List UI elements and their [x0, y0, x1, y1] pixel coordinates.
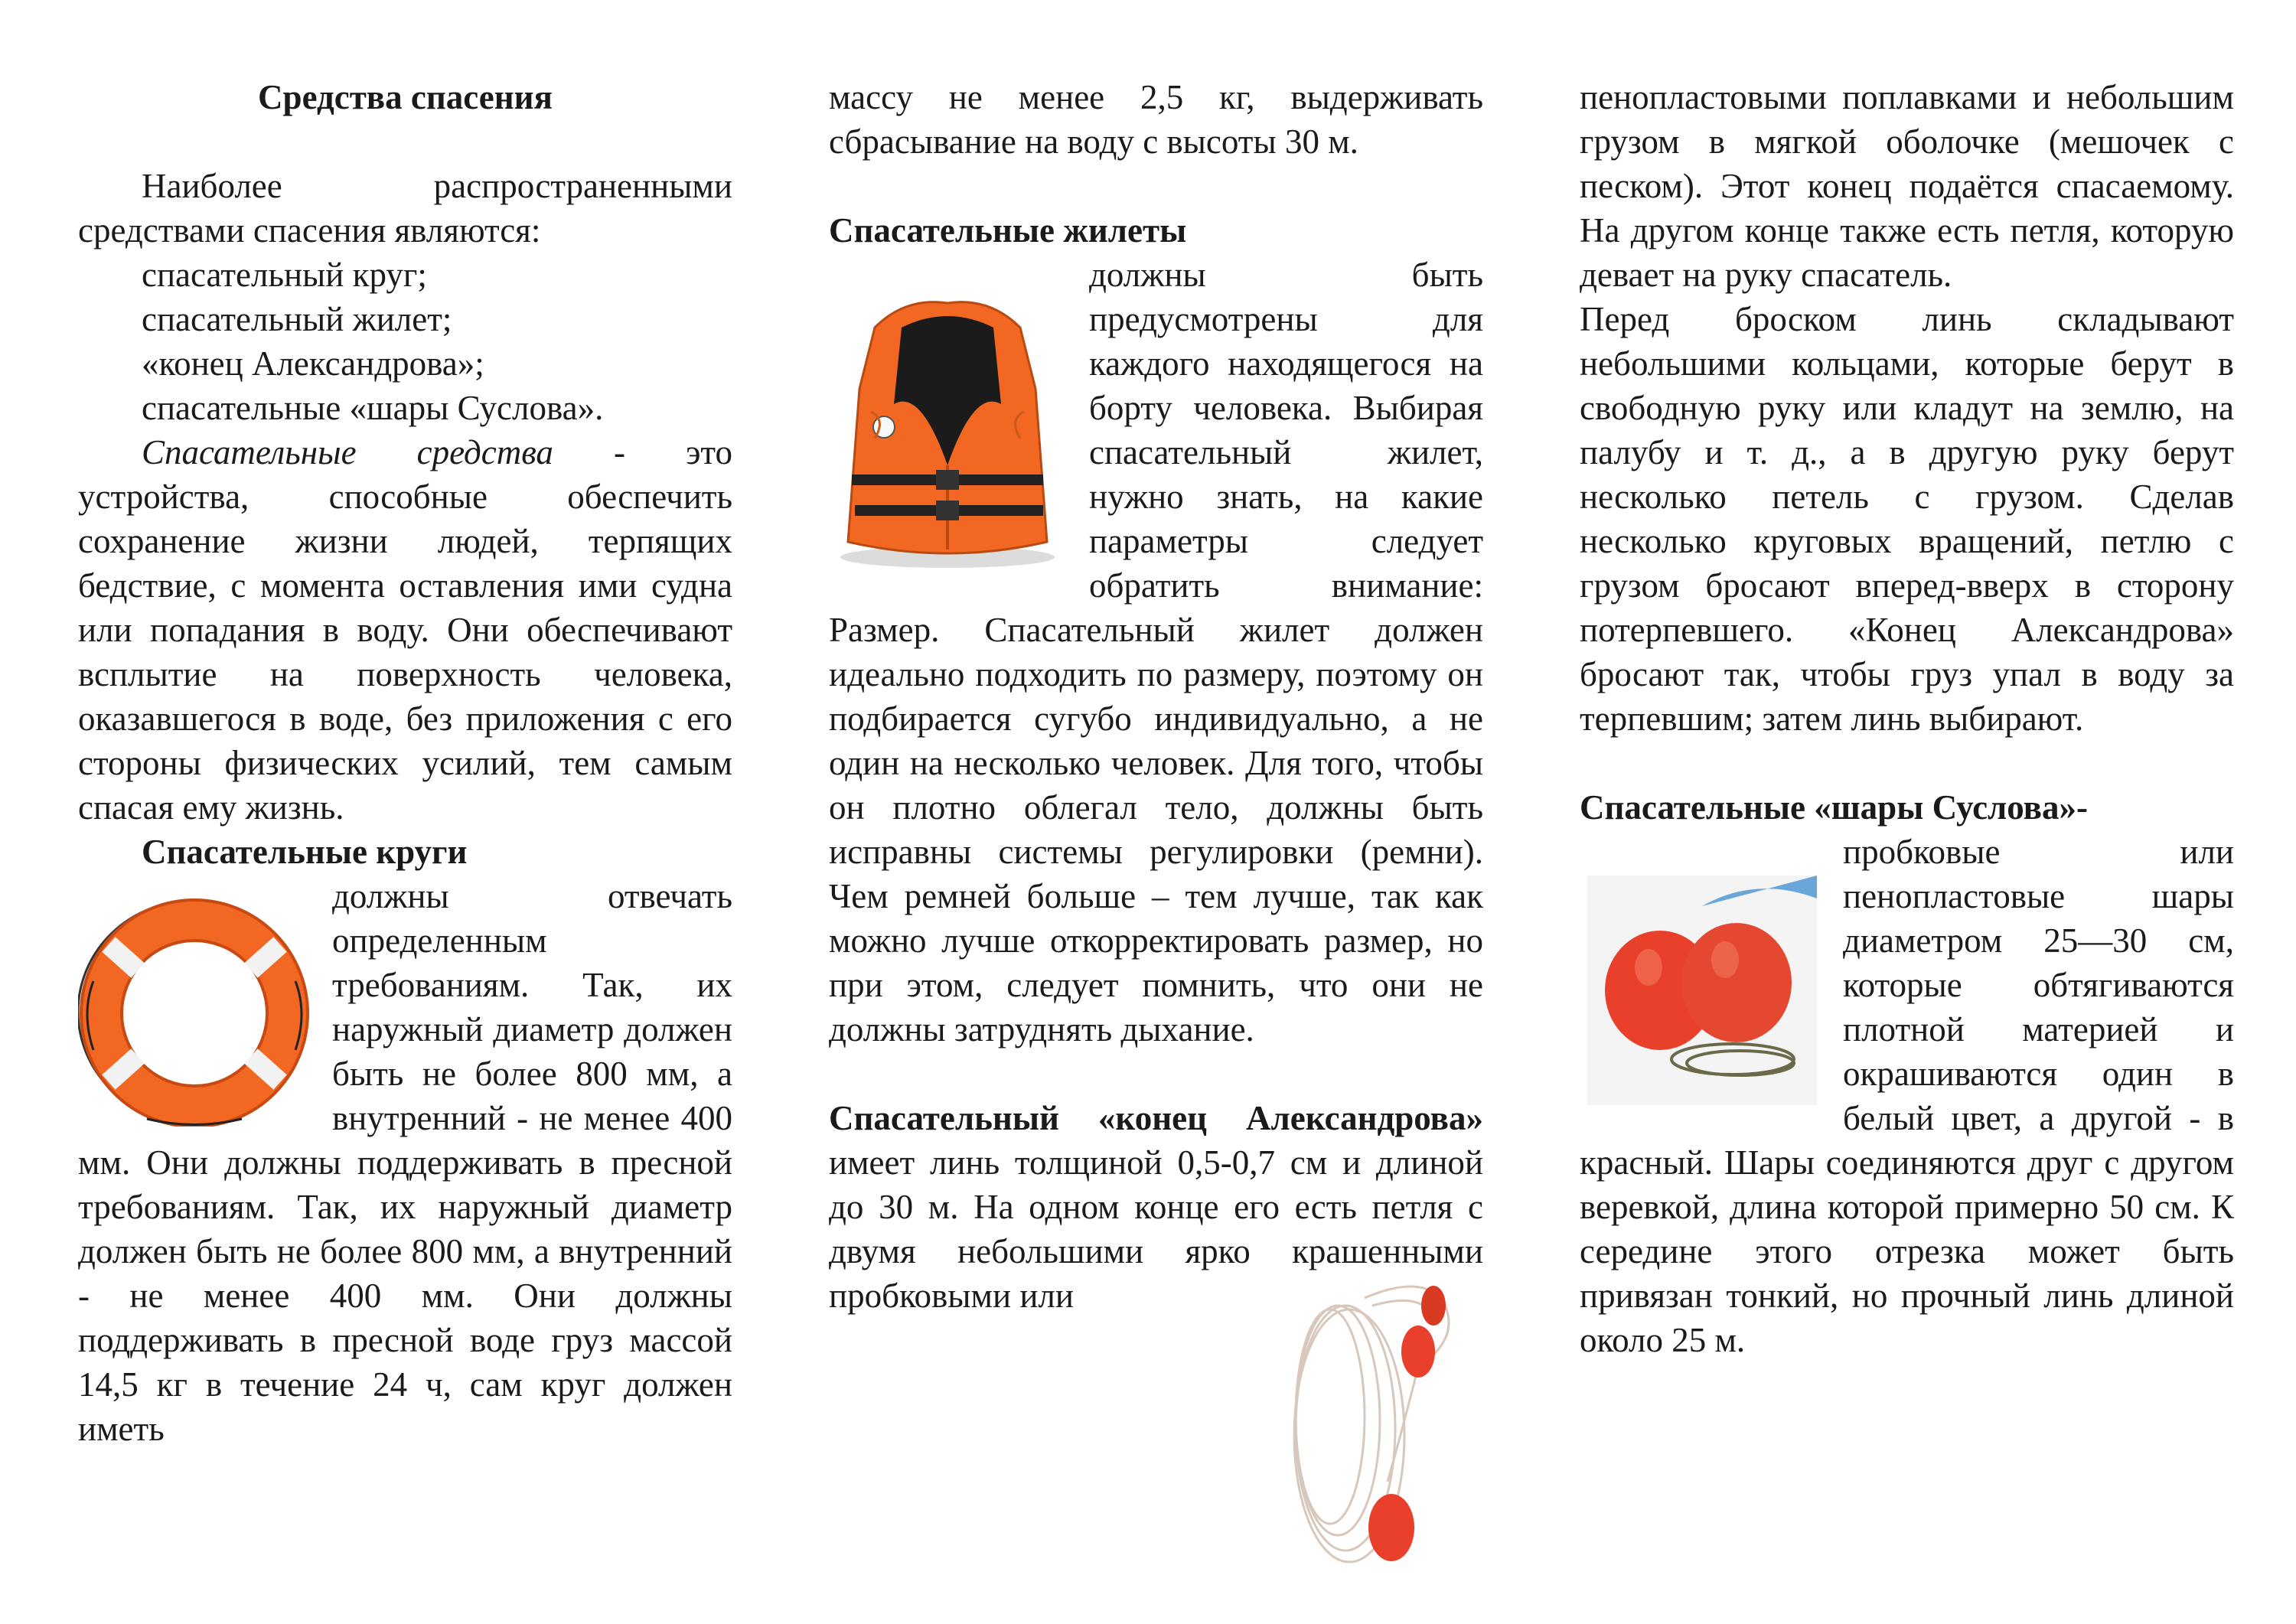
column-left — [78, 75, 732, 1451]
column-right — [1580, 75, 2234, 1362]
definition-paragraph — [78, 430, 732, 830]
definition-text: - это устройства, способные обеспечить сохранение жизни людей, терпящих бедствие, с момента оставления ими судна или попадания в воду. Они обеспечивают всплытие на поверхность человека, оказавшегося в воде, без приложения с его стороны физических усилий, тем самым спасая ему жизнь. — [78, 433, 732, 827]
list-item: спасательный круг; — [142, 256, 427, 294]
suslov-balls-image — [1587, 876, 1817, 1105]
life-vest-image — [829, 297, 1066, 572]
life-ring-image — [78, 897, 315, 1127]
balls-heading: Спасательные «шары Суслова»- — [1580, 788, 2088, 827]
page-title: Средства спасения — [258, 78, 553, 116]
rings-text: должны отвечать определенным требованиям. Так, их наружный диаметр должен быть не более 800 мм, а внутренний - не менее 400 мм. Они должны поддерживать в пресной требованиям. Так, их наружный диаметр должен быть не более 800 мм, а внутренний - не менее 400 мм. Они должны поддерживать в пресной воде груз массой 14,5 кг в течение 24 ч, сам круг должен иметь — [78, 877, 732, 1448]
konec-text: имеет линь толщиной 0,5-0,7 см и длиной до 30 м. На одном конце его есть петля с двумя небольшими ярко крашенными пробковыми или — [829, 1143, 1483, 1315]
throw-paragraph: Перед броском линь складывают небольшими кольцами, которые берут в свободную руку или кладут на землю, на палубу и т. д., а в другую руку берут несколько петель с грузом. Сделав несколько круговых вращений, петлю с грузом бросают вперед-вверх в сторону потерпевшего. «Конец Александрова» бросают так, чтобы груз упал в воду за терпевшим; затем линь выбирают. — [1580, 300, 2234, 738]
rescue-rope-image — [1265, 1275, 1487, 1573]
continuation-text: массу не менее 2,5 кг, выдерживать сбрасывание на воду с высоты 30 м. — [829, 78, 1483, 161]
balls-section — [1580, 830, 2234, 1362]
continuation-text: пенопластовыми поплавками и небольшим грузом в мягкой оболочке (мешочек с песком). Этот конец подаётся спасаемому. На другом конце также есть петля, которую девает на руку спасатель. — [1580, 78, 2234, 294]
rings-heading: Спасательные круги — [142, 833, 468, 871]
column-middle — [829, 75, 1483, 1318]
rings-section — [78, 874, 732, 1451]
vest-heading: Спасательные жилеты — [829, 211, 1187, 249]
vest-text: должны быть предусмотрены для каждого находящегося на борту человека. Выбирая спасательный жилет, нужно знать, на какие параметры следует обратить внимание: Размер. Спасательный жилет должен идеально подходить по размеру, поэтому он подбирается сугубо индивидуально, а не один на несколько человек. Для того, чтобы он плотно облегал тело, должны быть исправны системы регулировки (ремни). Чем ремней больше – тем лучше, так как можно лучше откорректировать размер, но при этом, следует помнить, что они не должны затруднять дыхание. — [829, 256, 1483, 1048]
intro-paragraph: Наиболее распространенными средствами спасения являются: — [78, 167, 732, 249]
list-item: спасательные «шары Суслова». — [142, 389, 604, 427]
definition-term: Спасательные средства — [142, 433, 553, 471]
vest-section — [829, 253, 1483, 1052]
balls-text: пробковые или пенопластовые шары диаметром 25—30 см, которые обтягиваются плотной материей и окрашиваются один в белый цвет, а другой - в красный. Шары соединяются друг с другом веревкой, длина которой примерно 50 см. К середине этого отрезка может быть привязан тонкий, но прочный линь длиной около 25 м. — [1580, 833, 2234, 1359]
list-item: «конец Александрова»; — [142, 344, 484, 383]
list-item: спасательный жилет; — [142, 300, 452, 338]
konec-heading: Спасательный «конец Александрова» — [829, 1099, 1483, 1137]
